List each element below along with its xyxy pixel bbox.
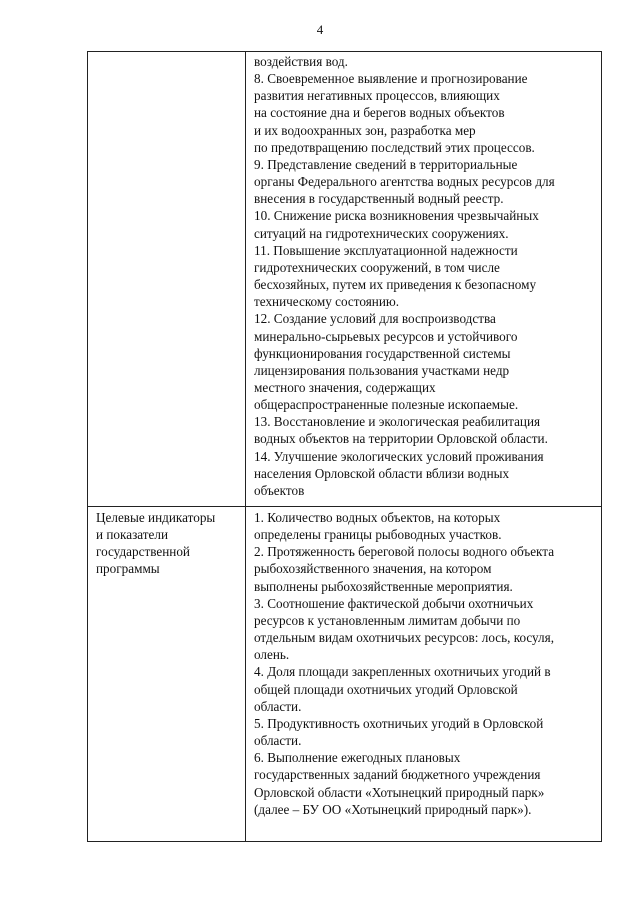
text-line: (далее – БУ ОО «Хотынецкий природный парк»). xyxy=(254,801,532,817)
text-line: определены границы рыбоводных участков. xyxy=(254,527,502,543)
row-1-content-cell xyxy=(254,53,600,499)
text-line: Орловской области «Хотынецкий природный парк» xyxy=(254,784,545,800)
text-line: 6. Выполнение ежегодных плановых xyxy=(254,750,461,766)
text-line: 3. Соотношение фактической добычи охотничьих xyxy=(254,595,534,611)
text-line: 5. Продуктивность охотничьих угодий в Орловской xyxy=(254,715,544,731)
text-line: гидротехнических сооружений, в том числе xyxy=(254,259,500,275)
label-line: программы xyxy=(96,561,160,577)
text-line: развития негативных процессов, влияющих xyxy=(254,88,500,104)
page-number: 4 xyxy=(316,22,324,37)
text-line: области. xyxy=(254,733,302,749)
text-line: 14. Улучшение экологических условий проживания xyxy=(254,448,544,464)
text-line: 4. Доля площади закрепленных охотничьих угодий в xyxy=(254,664,551,680)
text-line: 12. Создание условий для воспроизводства xyxy=(254,311,496,327)
text-line: 10. Снижение риска возникновения чрезвычайных xyxy=(254,208,539,224)
label-line: государственной xyxy=(96,544,190,560)
text-line: населения Орловской области вблизи водных xyxy=(254,465,510,481)
text-line: лицензирования пользования участками недр xyxy=(254,362,510,378)
text-line: воздействия вод. xyxy=(254,54,348,69)
row-2-content-cell xyxy=(254,509,600,818)
text-line: государственных заданий бюджетного учреждения xyxy=(254,767,541,783)
text-line: ситуаций на гидротехнических сооружениях. xyxy=(254,225,509,241)
text-line: 13. Восстановление и экологическая реабилитация xyxy=(254,414,541,430)
text-line: 11. Повышение эксплуатационной надежности xyxy=(254,242,518,258)
text-line: олень. xyxy=(254,647,290,663)
text-line: объектов xyxy=(254,482,305,498)
text-line: на состояние дна и берегов водных объектов xyxy=(254,105,505,121)
row-divider xyxy=(88,506,601,507)
text-line: водных объектов на территории Орловской области. xyxy=(254,431,548,447)
label-line: Целевые индикаторы xyxy=(96,510,216,525)
program-passport-table xyxy=(87,51,602,842)
text-line: по предотвращению последствий этих процессов. xyxy=(254,139,535,155)
text-line: органы Федерального агентства водных ресурсов для xyxy=(254,174,555,190)
text-line: 1. Количество водных объектов, на которых xyxy=(254,510,501,525)
text-line: бесхозяйных, путем их приведения к безопасному xyxy=(254,277,537,293)
text-line: 9. Представление сведений в территориальные xyxy=(254,156,518,172)
label-line: и показатели xyxy=(96,527,169,543)
text-line: функционирования государственной системы xyxy=(254,345,511,361)
text-line: минерально-сырьевых ресурсов и устойчивого xyxy=(254,328,518,344)
text-line: местного значения, содержащих xyxy=(254,379,436,395)
text-line: общей площади охотничьих угодий Орловской xyxy=(254,681,518,697)
text-line: рыбохозяйственного значения, на котором xyxy=(254,561,492,577)
text-line: 2. Протяженность береговой полосы водного объекта xyxy=(254,544,555,560)
text-line: внесения в государственный водный реестр. xyxy=(254,191,504,207)
text-line: выполнены рыбохозяйственные мероприятия. xyxy=(254,578,513,594)
row-2-label-cell xyxy=(96,509,241,578)
text-line: техническому состоянию. xyxy=(254,294,400,310)
text-line: общераспространенные полезные ископаемые. xyxy=(254,397,519,413)
text-line: и их водоохранных зон, разработка мер xyxy=(254,122,476,138)
text-line: области. xyxy=(254,698,302,714)
text-line: 8. Своевременное выявление и прогнозирование xyxy=(254,71,528,87)
text-line: ресурсов к установленным лимитам добычи по xyxy=(254,612,521,628)
text-line: отдельным видам охотничьих ресурсов: лось, косуля, xyxy=(254,630,555,646)
column-divider xyxy=(245,52,246,841)
